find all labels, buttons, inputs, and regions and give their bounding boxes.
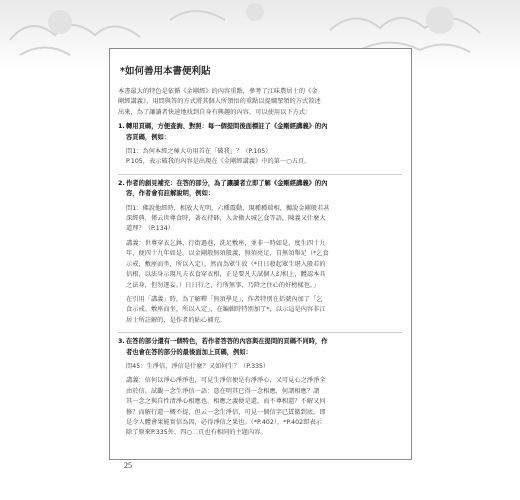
answer-line: 信根，以法身示現凡夫衣食穿衣相，正是要凡夫試個人幻相上，體認本具 [126, 271, 326, 279]
section-number: 3. [118, 338, 125, 346]
box-title: *如何善用本書便利貼 [120, 66, 211, 77]
section-divider [118, 332, 402, 333]
example-question-line: 深經典，僅云世尊食時，著衣持缽，入舍衛大城乞食等語，陳義又什麼大 [126, 215, 326, 223]
answer-line: 示戒，敷座而坐，所以入定），然而為眾生故（*日日發起眾生堪入般若的 [126, 260, 326, 268]
example-question-line: 道理？（P.134） [126, 225, 174, 233]
section-heading-line: 容頁碼，例如： [126, 133, 171, 141]
example-question: 問45：生淨信，淨信是什麼？又如何生？（P.335） [126, 362, 270, 370]
page-number: 25 [124, 461, 132, 470]
content-box [109, 48, 412, 460]
example-question: 問1：為何本經之極大功用首在「破我」？（P.105） [126, 148, 272, 156]
followup-block [126, 295, 402, 326]
intro-paragraph [118, 87, 402, 118]
section-3 [118, 337, 402, 439]
section-heading-line: 容，作者會有註解說明，例如： [126, 190, 215, 198]
answer-line: 其一念之與自性清淨心相應也。相應之義便是還，而不尊相還？不解又何 [126, 398, 326, 406]
followup-line: 食示戒、敷座而坐，所以入定」，在編輯時特別加了*，以示這是內容非江 [126, 306, 326, 314]
example-question-line: 問1：佛說他經時，相放大光明，六種震動，現種種瑞相，獨說金剛般若甚 [126, 204, 330, 212]
answer-block [126, 239, 402, 291]
answer-block [126, 376, 402, 438]
answer-line: 修？而解行還一概不提，但云一念生淨信，可見一個信字已貫徹到底。即 [126, 408, 326, 416]
section-heading-line: 轉用頁碼，方便查詢、對照：每一個提問後面標註了《金剛經講義》的內 [126, 123, 328, 131]
section-heading [118, 179, 402, 200]
answer-line: 講義：世尊穿衣乞鉢，行街過巷，洗足敷座，並非一時如是，度生四十九 [126, 239, 326, 247]
answer-line: 由於信。試觀一念生淨信一語：意在明其已得一念相應，何謂相應？謂 [126, 387, 320, 395]
content-inner [118, 63, 402, 439]
intro-line: 出來，為了讓讀者快速地找到自身有興趣的內容，可以使用以下方式： [118, 108, 312, 116]
followup-line: 居士所註解的，是作者的貼心補充。 [126, 316, 226, 324]
answer-line: 除了原來P.335外，四○二頁也有相同的主題內容。 [126, 429, 267, 437]
section-heading-line: 在答的部分還有一個特色，若作者答答的內容與在提問的頁碼不同時，作 [126, 338, 328, 346]
answer-line: 年，便四十九年如是。以金剛般無須般義，無須亮足，自無須舉足（*乞食 [126, 250, 329, 258]
section-divider [118, 174, 402, 175]
section-heading [118, 122, 402, 143]
section-2 [118, 179, 402, 326]
section-heading [118, 337, 402, 358]
answer-line: 講義：信何以淨心淨淨也，可見生淨信便是有淨淨心，又可見心之淨淨全 [126, 377, 326, 385]
intro-line: 本書最大的特色是依循《金剛經》的內容重點，參考了江味農居士的《金 [118, 88, 318, 95]
section-1 [118, 122, 402, 168]
section-number: 2. [118, 179, 125, 187]
section-heading-line: 者也會在答的部分的最後面加上頁碼，例如： [126, 348, 252, 356]
answer-line: 之法身，但勿逐妄。）日日行之，行所無事，乃降之住心的好榜樣也。」 [126, 281, 320, 289]
section-heading-line: 作者的創見補充：在答的部分，為了讓讀者立即了解《金剛經講義》的內 [126, 179, 328, 187]
example-note: P.105，表示破我的內容是出現在《金剛經講義》中的第一○五頁。 [126, 158, 311, 166]
intro-line: 剛經講義》，用問與答的方式將其個人所領悟的重點以提綱挈領的方式敘述 [118, 98, 321, 106]
followup-line: 在引用「講義」時，為了解釋「無須學足」，作者特別在括號內加了「乞 [126, 295, 323, 303]
answer-line: 是令人體會果能實信為因，必得淨信之果也。（*P.402），*P.402即表示 [126, 418, 322, 426]
section-number: 1. [118, 123, 125, 131]
